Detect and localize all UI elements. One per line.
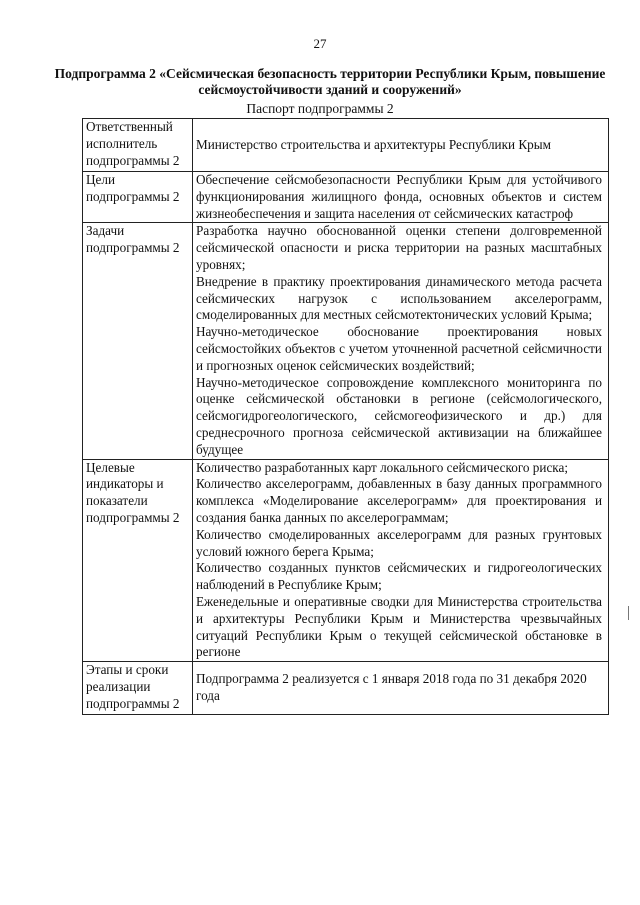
row-tasks <box>83 223 609 459</box>
value-paragraph: Обеспечение сейсмобезопасности Республики Крым для устойчивого функционирования жилищного фонда, основных объектов и систем жизнеобеспечения и защита населения от сейсмических катастроф <box>196 172 602 221</box>
value-paragraph: Научно-методическое обоснование проектирования новых сейсмостойких объектов с учетом уточненной расчетной сейсмичности и прогнозных оценок сейсмических воздействий; <box>196 324 602 373</box>
value-paragraph: Количество смоделированных акселерограмм для разных грунтовых условий южного берега Крыма; <box>196 526 602 559</box>
subprogram-title: Подпрограмма 2 «Сейсмическая безопасность территории Республики Крым, повышение сейсмоустойчивости зданий и сооружений» <box>54 66 606 97</box>
row-value <box>193 662 609 715</box>
row-value <box>193 459 609 662</box>
row-label-text: Задачи подпрограммы 2 <box>86 223 180 256</box>
row-label <box>83 172 193 223</box>
passport-heading: Паспорт подпрограммы 2 <box>246 101 394 116</box>
row-value <box>193 223 609 459</box>
row-label <box>83 223 193 459</box>
value-paragraph: Разработка научно обоснованной оценки степени долговременной сейсмической опасности и риска территории на разных масштабных уровнях; <box>196 223 602 272</box>
value-paragraph: Количество разработанных карт локального сейсмического риска; <box>196 459 569 475</box>
row-label <box>83 119 193 172</box>
row-responsible <box>83 119 609 172</box>
row-label-text: Этапы и сроки реализации подпрограммы 2 <box>86 662 180 711</box>
page-number: 27 <box>313 36 327 51</box>
value-paragraph: Научно-методическое сопровождение комплексного мониторинга по оценке сейсмической обстановки в регионе (сейсмологического, сейсмогидрогеологического, сейсмогеофизического и др.) для среднесрочного прогноза сейсмической активизации на ближайшее будущее <box>196 374 602 457</box>
row-label <box>83 662 193 715</box>
passport-table <box>82 118 609 715</box>
value-paragraph: Подпрограмма 2 реализуется с 1 января 2018 года по 31 декабря 2020 года <box>196 671 587 704</box>
scan-edge-mark <box>628 606 629 620</box>
row-goals <box>83 172 609 223</box>
value-paragraph: Министерство строительства и архитектуры Республики Крым <box>196 136 551 152</box>
row-label <box>83 459 193 662</box>
row-label-text: Ответственный исполнитель подпрограммы 2 <box>86 119 180 168</box>
value-paragraph: Количество акселерограмм, добавленных в базу данных программного комплекса «Моделирование акселерограмм» для проектирования и создания банка данных по акселерограммам; <box>196 476 602 525</box>
value-paragraph: Внедрение в практику проектирования динамического метода расчета сейсмических нагрузок с использованием акселерограмм, смоделированных для местных сейсмотектонических условий Крыма; <box>196 273 602 323</box>
row-value <box>193 172 609 223</box>
row-indicators <box>83 459 609 662</box>
row-stages <box>83 662 609 715</box>
value-paragraph: Количество созданных пунктов сейсмических и гидрогеологических наблюдений в Республике Крым; <box>196 560 602 593</box>
row-label-text: Цели подпрограммы 2 <box>86 172 180 204</box>
row-label-text: Целевые индикаторы и показатели подпрограммы 2 <box>86 459 180 525</box>
value-paragraph: Еженедельные и оперативные сводки для Министерства строительства и архитектуры Республики Крым и Министерства чрезвычайных ситуаций Республики Крым о текущей сейсмической обстановке в регионе <box>196 593 602 660</box>
row-value <box>193 119 609 172</box>
